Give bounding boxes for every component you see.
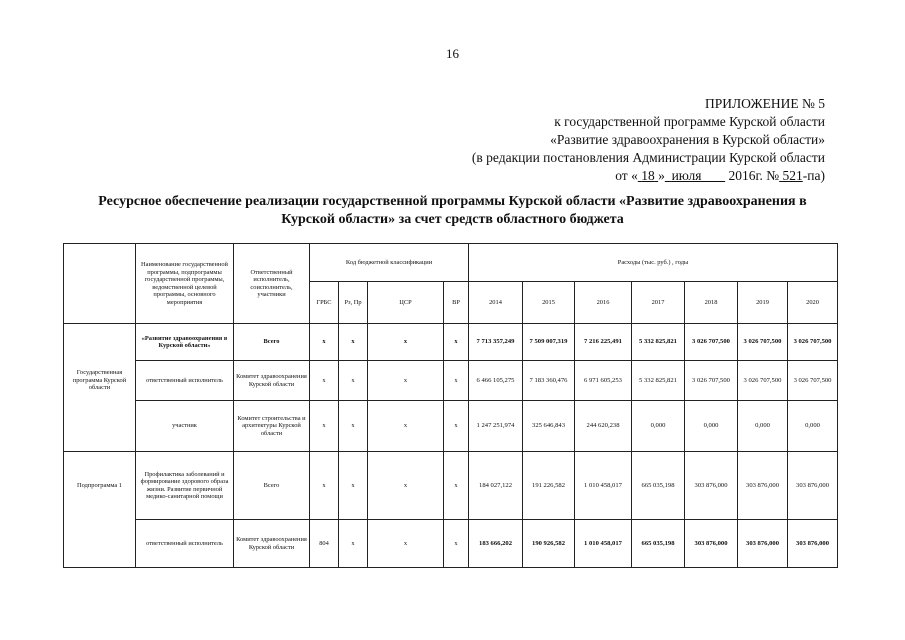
header-budget-code: Код бюджетной классификации bbox=[310, 244, 469, 282]
appendix-line-program: к государственной программе Курской области bbox=[554, 114, 825, 129]
group-label: Государственная программа Курской области bbox=[64, 361, 136, 401]
row-value: 3 026 707,500 bbox=[788, 361, 838, 401]
header-year: 2018 bbox=[685, 282, 738, 324]
row-name: Профилактика заболеваний и формирование здорового образа жизни. Развитие первичной медико-санитарной помощи bbox=[136, 452, 234, 520]
page-number: 16 bbox=[446, 46, 459, 61]
header-year: 2017 bbox=[632, 282, 685, 324]
row-value: 303 876,000 bbox=[788, 520, 838, 568]
row-value: 3 026 707,500 bbox=[788, 324, 838, 361]
row-grbs: 804 bbox=[310, 520, 339, 568]
row-grbs: х bbox=[310, 324, 339, 361]
row-value: 3 026 707,500 bbox=[738, 324, 788, 361]
row-grbs: х bbox=[310, 361, 339, 401]
row-value: 184 027,122 bbox=[469, 452, 523, 520]
row-executor: Комитет здравоохранения Курской области bbox=[234, 361, 310, 401]
row-rzpr: х bbox=[339, 401, 368, 452]
row-value: 303 876,000 bbox=[685, 452, 738, 520]
row-csr: х bbox=[368, 401, 444, 452]
row-vr: х bbox=[444, 520, 469, 568]
table-row bbox=[64, 452, 838, 520]
row-value: 0,000 bbox=[738, 401, 788, 452]
row-rzpr: х bbox=[339, 520, 368, 568]
header-year: 2020 bbox=[788, 282, 838, 324]
header-year: 2015 bbox=[523, 282, 575, 324]
header-year: 2019 bbox=[738, 282, 788, 324]
document-title bbox=[60, 193, 845, 229]
row-name: ответственный исполнитель bbox=[136, 520, 234, 568]
row-value: 1 010 458,017 bbox=[575, 520, 632, 568]
row-name: «Развитие здравоохранения в Курской области» bbox=[136, 324, 234, 361]
row-rzpr: х bbox=[339, 452, 368, 520]
row-csr: х bbox=[368, 324, 444, 361]
resolution-suffix: -па) bbox=[802, 168, 825, 183]
row-name: участник bbox=[136, 401, 234, 452]
title-line-2: Курской области» за счет средств областного бюджета bbox=[281, 212, 624, 227]
header-year: 2016 bbox=[575, 282, 632, 324]
table-row bbox=[64, 520, 838, 568]
header-executor: Ответственный исполнитель, соисполнитель, участники bbox=[234, 244, 310, 324]
resolution-number: 521 bbox=[782, 168, 803, 183]
date-prefix: от « bbox=[615, 168, 638, 183]
row-value: 7 183 360,476 bbox=[523, 361, 575, 401]
row-value: 7 713 357,249 bbox=[469, 324, 523, 361]
row-value: 191 226,582 bbox=[523, 452, 575, 520]
row-name: ответственный исполнитель bbox=[136, 361, 234, 401]
row-value: 0,000 bbox=[788, 401, 838, 452]
table-row bbox=[64, 361, 838, 401]
row-value: 0,000 bbox=[685, 401, 738, 452]
group-label-spacer bbox=[64, 324, 136, 361]
appendix-block bbox=[472, 95, 825, 185]
resource-table bbox=[63, 243, 838, 568]
appendix-line-program-name: «Развитие здравоохранения в Курской области» bbox=[550, 132, 825, 147]
row-vr: х bbox=[444, 452, 469, 520]
row-value: 0,000 bbox=[632, 401, 685, 452]
table-row bbox=[64, 324, 838, 361]
row-value: 303 876,000 bbox=[738, 520, 788, 568]
appendix-title: ПРИЛОЖЕНИЕ № 5 bbox=[704, 96, 825, 111]
date-quote-close: » bbox=[658, 168, 665, 183]
appendix-line-date bbox=[472, 167, 825, 185]
row-value: 183 666,202 bbox=[469, 520, 523, 568]
header-empty bbox=[64, 244, 136, 324]
row-value: 1 010 458,017 bbox=[575, 452, 632, 520]
row-value: 303 876,000 bbox=[738, 452, 788, 520]
row-value: 3 026 707,500 bbox=[738, 361, 788, 401]
row-executor: Комитет здравоохранения Курской области bbox=[234, 520, 310, 568]
row-value: 190 926,582 bbox=[523, 520, 575, 568]
header-expenses: Расходы (тыс. руб.) , годы bbox=[469, 244, 838, 282]
row-value: 244 620,238 bbox=[575, 401, 632, 452]
header-csr: ЦСР bbox=[368, 282, 444, 324]
row-value: 5 332 825,821 bbox=[632, 361, 685, 401]
row-vr: х bbox=[444, 361, 469, 401]
title-line-1: Ресурсное обеспечение реализации государственной программы Курской области «Развитие здравоохранения в bbox=[98, 194, 807, 209]
row-csr: х bbox=[368, 520, 444, 568]
row-value: 6 466 105,275 bbox=[469, 361, 523, 401]
row-executor: Всего bbox=[234, 452, 310, 520]
row-value: 3 026 707,500 bbox=[685, 324, 738, 361]
row-executor: Комитет строительства и архитектуры Курской области bbox=[234, 401, 310, 452]
row-value: 1 247 251,974 bbox=[469, 401, 523, 452]
header-year: 2014 bbox=[469, 282, 523, 324]
row-grbs: х bbox=[310, 401, 339, 452]
row-vr: х bbox=[444, 401, 469, 452]
date-year: 2016г. № bbox=[728, 168, 780, 183]
row-csr: х bbox=[368, 361, 444, 401]
header-grbs: ГРБС bbox=[310, 282, 339, 324]
row-value: 7 509 007,319 bbox=[523, 324, 575, 361]
row-rzpr: х bbox=[339, 361, 368, 401]
row-value: 325 646,843 bbox=[523, 401, 575, 452]
date-day: 18 bbox=[641, 168, 655, 183]
row-vr: х bbox=[444, 324, 469, 361]
row-value: 3 026 707,500 bbox=[685, 361, 738, 401]
group-label-spacer bbox=[64, 520, 136, 568]
row-value: 6 971 605,253 bbox=[575, 361, 632, 401]
row-value: 5 332 825,821 bbox=[632, 324, 685, 361]
header-name: Наименование государственной программы, подпрограммы государственной программы, ведомственной целевой программы, основного мероприятия bbox=[136, 244, 234, 324]
row-grbs: х bbox=[310, 452, 339, 520]
row-csr: х bbox=[368, 452, 444, 520]
group-label: Подпрограмма 1 bbox=[64, 452, 136, 520]
table-row bbox=[64, 401, 838, 452]
date-month: июля bbox=[671, 168, 702, 183]
appendix-line-edition: (в редакции постановления Администрации Курской области bbox=[471, 150, 825, 165]
row-value: 303 876,000 bbox=[788, 452, 838, 520]
row-rzpr: х bbox=[339, 324, 368, 361]
row-value: 665 035,198 bbox=[632, 452, 685, 520]
row-value: 665 035,198 bbox=[632, 520, 685, 568]
header-rzpr: Рз, Пр bbox=[339, 282, 368, 324]
row-value: 303 876,000 bbox=[685, 520, 738, 568]
group-label-spacer bbox=[64, 401, 136, 452]
header-vr: ВР bbox=[444, 282, 469, 324]
row-executor: Всего bbox=[234, 324, 310, 361]
row-value: 7 216 225,491 bbox=[575, 324, 632, 361]
